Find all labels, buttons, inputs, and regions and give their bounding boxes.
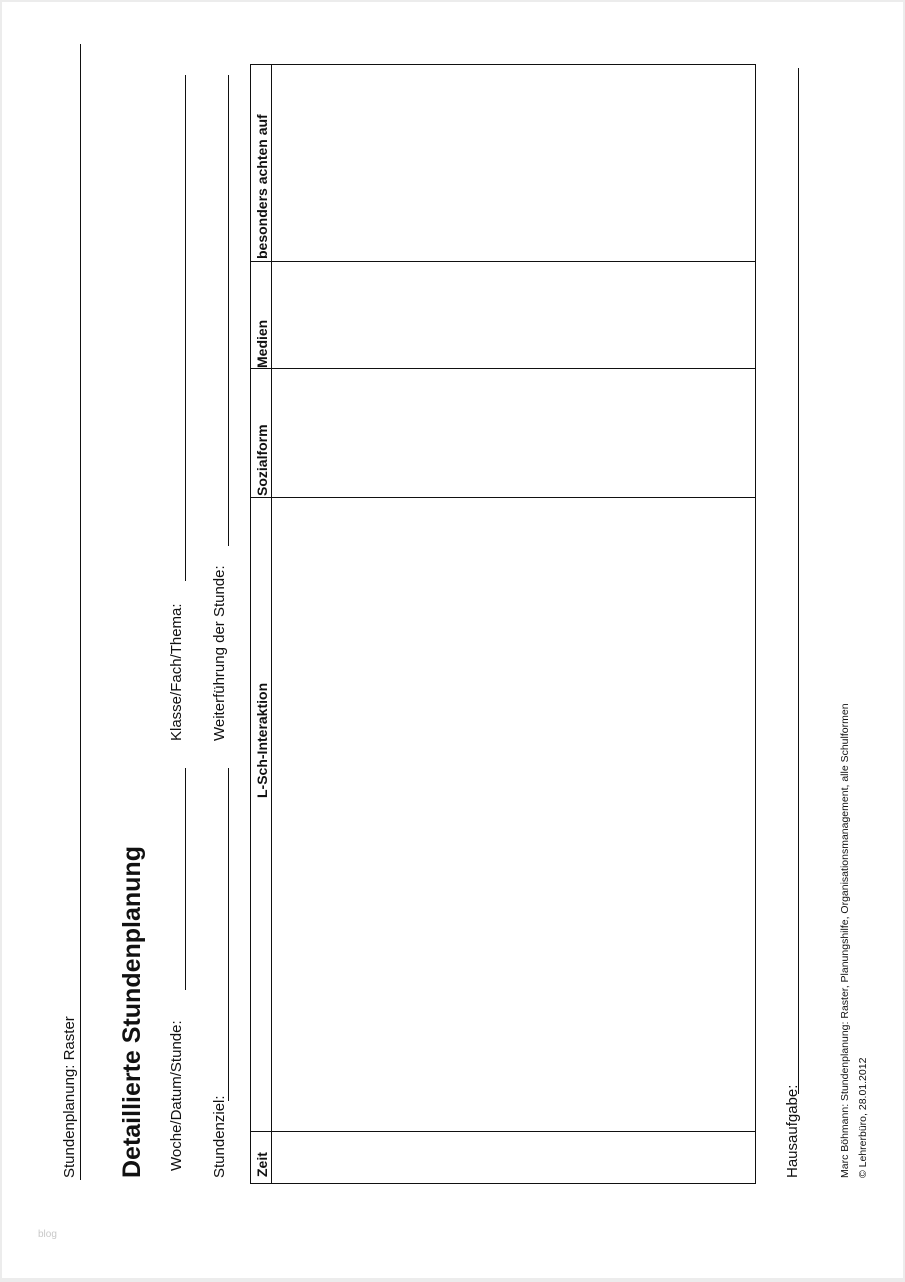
- class-subject-topic-label: Klasse/Fach/Thema:: [168, 603, 185, 741]
- footer-copyright: © Lehrerbüro, 28.01.2012: [857, 1057, 869, 1178]
- column-divider: [251, 497, 755, 498]
- continuation-label: Weiterführung der Stunde:: [211, 565, 228, 741]
- week-date-lesson-line[interactable]: [185, 768, 186, 990]
- column-divider: [251, 261, 755, 262]
- column-divider: [251, 1131, 755, 1132]
- week-date-lesson-label: Woche/Datum/Stunde:: [168, 1020, 185, 1171]
- page-title: Detaillierte Stundenplanung: [118, 846, 146, 1178]
- header-rule: [80, 44, 81, 1180]
- lesson-plan-table: [250, 64, 756, 1184]
- lesson-goal-line[interactable]: [228, 768, 229, 1101]
- header-title: Stundenplanung: Raster: [61, 1016, 78, 1178]
- column-header-zeit: Zeit: [254, 1152, 270, 1177]
- document-page: [2, 2, 903, 1278]
- column-header-l-sch-interaktion: L-Sch-Interaktion: [254, 682, 270, 798]
- column-header-medien: Medien: [254, 319, 270, 368]
- lesson-goal-label: Stundenziel:: [211, 1095, 228, 1178]
- landscape-form: [2, 2, 905, 1282]
- homework-label: Hausaufgabe:: [784, 1084, 801, 1178]
- homework-line[interactable]: [798, 68, 799, 1094]
- continuation-line[interactable]: [228, 75, 229, 546]
- footer-author: Marc Böhmann: Stundenplanung: Raster, Planungshilfe, Organisationsmanagement, alle Schulformen: [839, 703, 851, 1178]
- column-header-besonders-achten-auf: besonders achten auf: [254, 114, 270, 259]
- class-subject-topic-line[interactable]: [185, 75, 186, 581]
- column-divider: [251, 368, 755, 369]
- column-header-sozialform: Sozialform: [254, 424, 270, 496]
- watermark: blog: [38, 1229, 57, 1240]
